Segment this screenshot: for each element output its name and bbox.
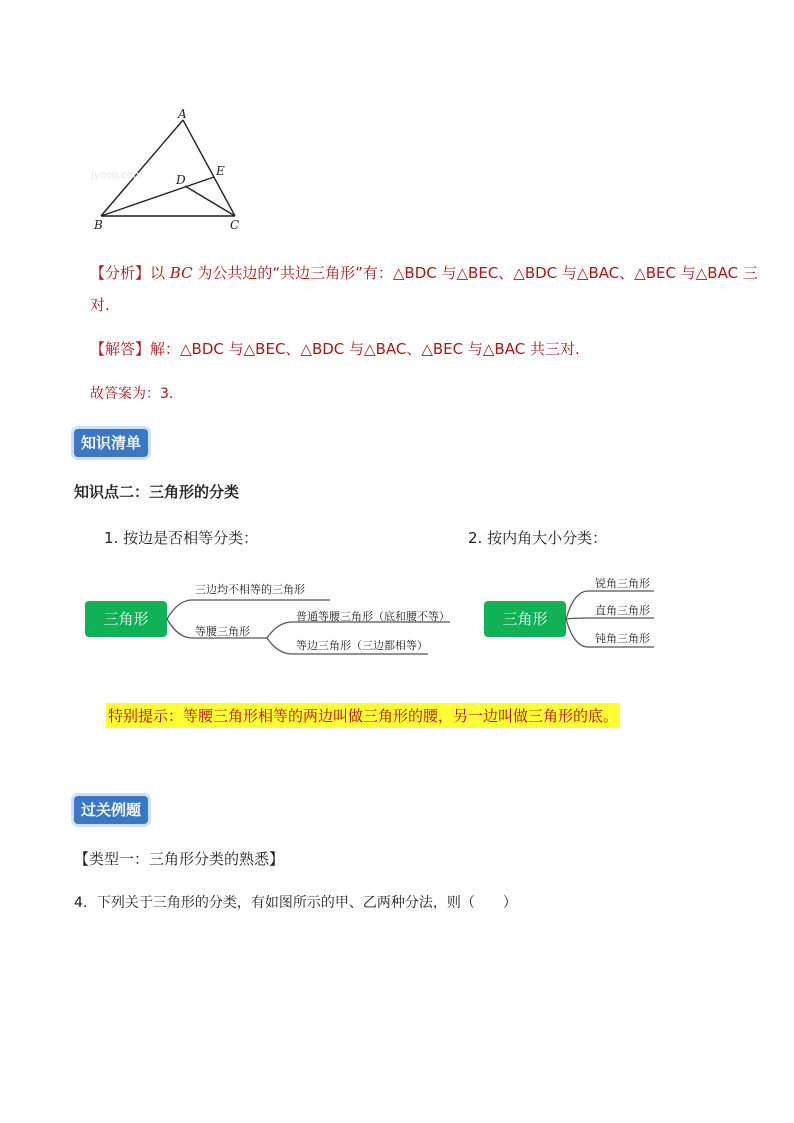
- analysis-pairs: △BDC 与△BEC、△BDC 与△BAC、△BEC 与△BAC 三: [392, 264, 758, 282]
- classification-item-1: 1. 按边是否相等分类：: [104, 529, 259, 547]
- watermark: Jyeoo.com: [91, 170, 143, 181]
- analysis-line-1: [90, 262, 758, 283]
- analysis-tag: 【分析】: [90, 264, 151, 282]
- question-type-title: 【类型一：三角形分类的熟悉】: [74, 850, 285, 868]
- analysis-text-b: 为公共边的“共边三角形”有：: [192, 264, 393, 282]
- triangle-figure: [88, 104, 248, 234]
- classification-item-2: 2. 按内角大小分类：: [468, 529, 608, 547]
- tree2-branch-obtuse: 钝角三角形: [595, 632, 650, 645]
- point-e-label: E: [216, 164, 225, 178]
- tree2-branch-right: 直角三角形: [595, 604, 650, 617]
- tree1-sub-equilateral: 等边三角形（三边都相等）: [296, 639, 428, 652]
- answer-line: [90, 338, 580, 359]
- tree1-branch-scalene: 三边均不相等的三角形: [195, 583, 305, 596]
- final-answer: 故答案为：3.: [90, 386, 174, 402]
- special-tip: 特别提示：等腰三角形相等的两边叫做三角形的腰，另一边叫做三角形的底。: [106, 703, 620, 728]
- tree2-branch-acute: 锐角三角形: [595, 577, 650, 590]
- segment-ac: [183, 120, 235, 216]
- section-badge-examples: 过关例题: [74, 796, 148, 824]
- point-a-label: A: [178, 107, 187, 121]
- knowledge-point-title: 知识点二：三角形的分类: [74, 483, 240, 501]
- section-badge-knowledge: 知识清单: [74, 429, 148, 457]
- tree1-branch-isosceles: 等腰三角形: [195, 625, 250, 638]
- tree2-root: 三角形: [484, 601, 566, 637]
- answer-tag: 【解答】: [90, 340, 151, 358]
- tree1-root: 三角形: [85, 601, 167, 637]
- point-b-label: B: [94, 218, 103, 232]
- analysis-bc: BC: [169, 264, 193, 282]
- analysis-line-2: 对.: [90, 296, 110, 314]
- point-c-label: C: [230, 218, 240, 232]
- tree1-sub-ordinary-isosceles: 普通等腰三角形（底和腰不等）: [296, 610, 450, 623]
- analysis-text-a: 以: [150, 264, 170, 282]
- answer-text: 解：△BDC 与△BEC、△BDC 与△BAC、△BEC 与△BAC 共三对.: [150, 340, 580, 358]
- question-4: 4．下列关于三角形的分类，有如图所示的甲、乙两种分法，则（ ）: [74, 895, 517, 911]
- point-d-label: D: [176, 173, 186, 187]
